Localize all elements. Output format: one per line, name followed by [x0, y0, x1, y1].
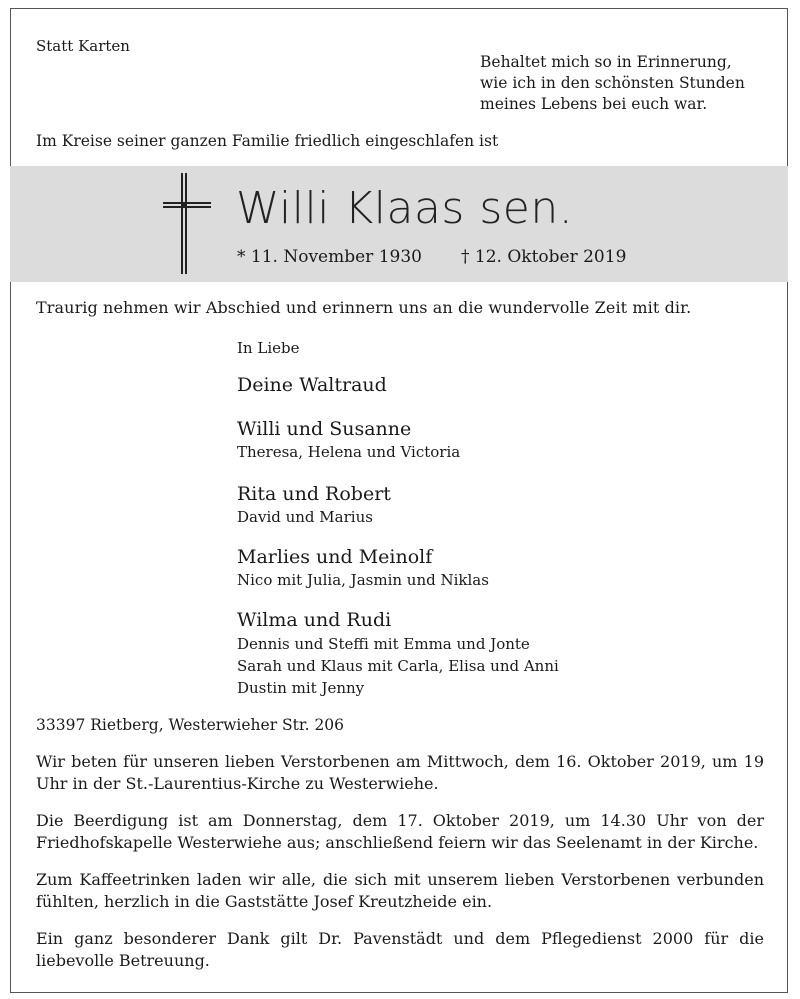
in-liebe-label: In Liebe	[237, 339, 300, 357]
family-members: Dustin mit Jenny	[237, 679, 365, 697]
family-members: Dennis und Steffi mit Emma und Jonte	[237, 635, 530, 653]
funeral-paragraph: Die Beerdigung ist am Donnerstag, dem 17. Oktober 2019, um 14.30 Uhr von der Friedhofskapelle Westerwiehe aus; anschließend feiern wir das Seelenamt in der Kirche.	[36, 811, 764, 852]
cross-icon-bar	[163, 202, 211, 208]
coffee-paragraph: Zum Kaffeetrinken laden wir alle, die sich mit unserem lieben Verstorbenen verbunden fühlten, herzlich in die Gaststätte Josef Kreutzheide ein.	[36, 870, 764, 911]
farewell-line: Traurig nehmen wir Abschied und erinnern uns an die wundervolle Zeit mit dir.	[36, 298, 692, 317]
intro-line: Im Kreise seiner ganzen Familie friedlich eingeschlafen ist	[36, 132, 499, 150]
cross-icon	[181, 173, 187, 274]
deceased-name: Willi Klaas sen.	[236, 183, 574, 234]
cross-icon-center	[181, 202, 187, 208]
family-name: Willi und Susanne	[237, 418, 412, 440]
family-members: Nico mit Julia, Jasmin und Niklas	[237, 571, 489, 589]
thanks-paragraph: Ein ganz besonderer Dank gilt Dr. Pavenstädt und dem Pflegedienst 2000 für die liebevolle Betreuung.	[36, 929, 764, 970]
family-members: Theresa, Helena und Victoria	[237, 443, 461, 461]
statt-karten-label: Statt Karten	[36, 37, 130, 55]
birth-date: * 11. November 1930	[237, 247, 422, 267]
family-name: Rita und Robert	[237, 483, 391, 505]
poem-line-1: Behaltet mich so in Erinnerung,	[480, 53, 732, 71]
prayer-paragraph: Wir beten für unseren lieben Verstorbenen am Mittwoch, dem 16. Oktober 2019, um 19 Uhr in der St.-Laurentius-Kirche zu Westerwiehe.	[36, 752, 764, 793]
poem-line-2: wie ich in den schönsten Stunden	[480, 74, 745, 92]
family-name: Wilma und Rudi	[237, 609, 392, 631]
family-name: Deine Waltraud	[237, 374, 387, 396]
family-members: Sarah und Klaus mit Carla, Elisa und Anni	[237, 657, 559, 675]
address-line: 33397 Rietberg, Westerwieher Str. 206	[36, 716, 345, 734]
family-members: David und Marius	[237, 508, 373, 526]
death-date: † 12. Oktober 2019	[461, 247, 627, 267]
family-name: Marlies und Meinolf	[237, 546, 433, 568]
poem-line-3: meines Lebens bei euch war.	[480, 95, 708, 113]
